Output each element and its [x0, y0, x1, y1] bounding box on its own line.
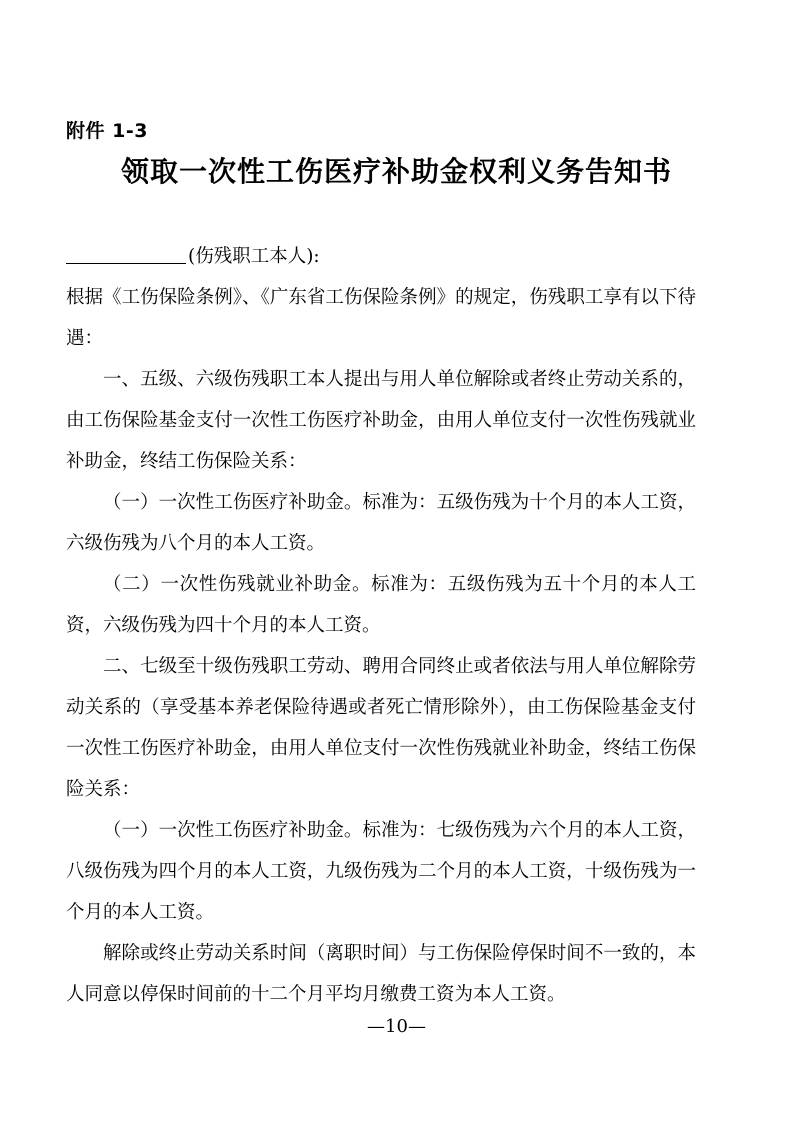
section-one-paragraph: 一、五级、六级伤残职工本人提出与用人单位解除或者终止劳动关系的，由工伤保险基金支付一次性工伤医疗补助金，由用人单位支付一次性伤残就业补助金，终结工伤保险关系： [66, 369, 696, 472]
name-blank [66, 243, 186, 264]
document-body [66, 277, 696, 1015]
attachment-label: 附件 1-3 [66, 120, 148, 142]
section-two-item-one: （一）一次性工伤医疗补助金。标准为：七级伤残为六个月的本人工资，八级伤残为四个月的本人工资，九级伤残为二个月的本人工资，十级伤残为一个月的本人工资。 [66, 820, 696, 923]
section-two-paragraph: 二、七级至十级伤残职工劳动、聘用合同终止或者依法与用人单位解除劳动关系的（享受基本养老保险待遇或者死亡情形除外），由工伤保险基金支付一次性工伤医疗补助金，由用人单位支付一次性伤残就业补助金，终结工伤保险关系： [66, 656, 696, 800]
termination-note-paragraph: 解除或终止劳动关系时间（离职时间）与工伤保险停保时间不一致的，本人同意以停保时间前的十二个月平均月缴费工资为本人工资。 [66, 943, 696, 1005]
page-number: —10— [367, 1016, 426, 1037]
intro-paragraph: 根据《工伤保险条例》、《广东省工伤保险条例》的规定，伤残职工享有以下待遇： [66, 287, 696, 349]
document-title: 领取一次性工伤医疗补助金权利义务告知书 [120, 155, 672, 188]
addressee-suffix: (伤残职工本人): [188, 246, 320, 267]
section-one-item-two: （二）一次性伤残就业补助金。标准为：五级伤残为五十个月的本人工资，六级伤残为四十个月的本人工资。 [66, 574, 696, 636]
section-one-item-one: （一）一次性工伤医疗补助金。标准为：五级伤残为十个月的本人工资，六级伤残为八个月的本人工资。 [66, 492, 696, 554]
addressee-line [66, 236, 696, 277]
